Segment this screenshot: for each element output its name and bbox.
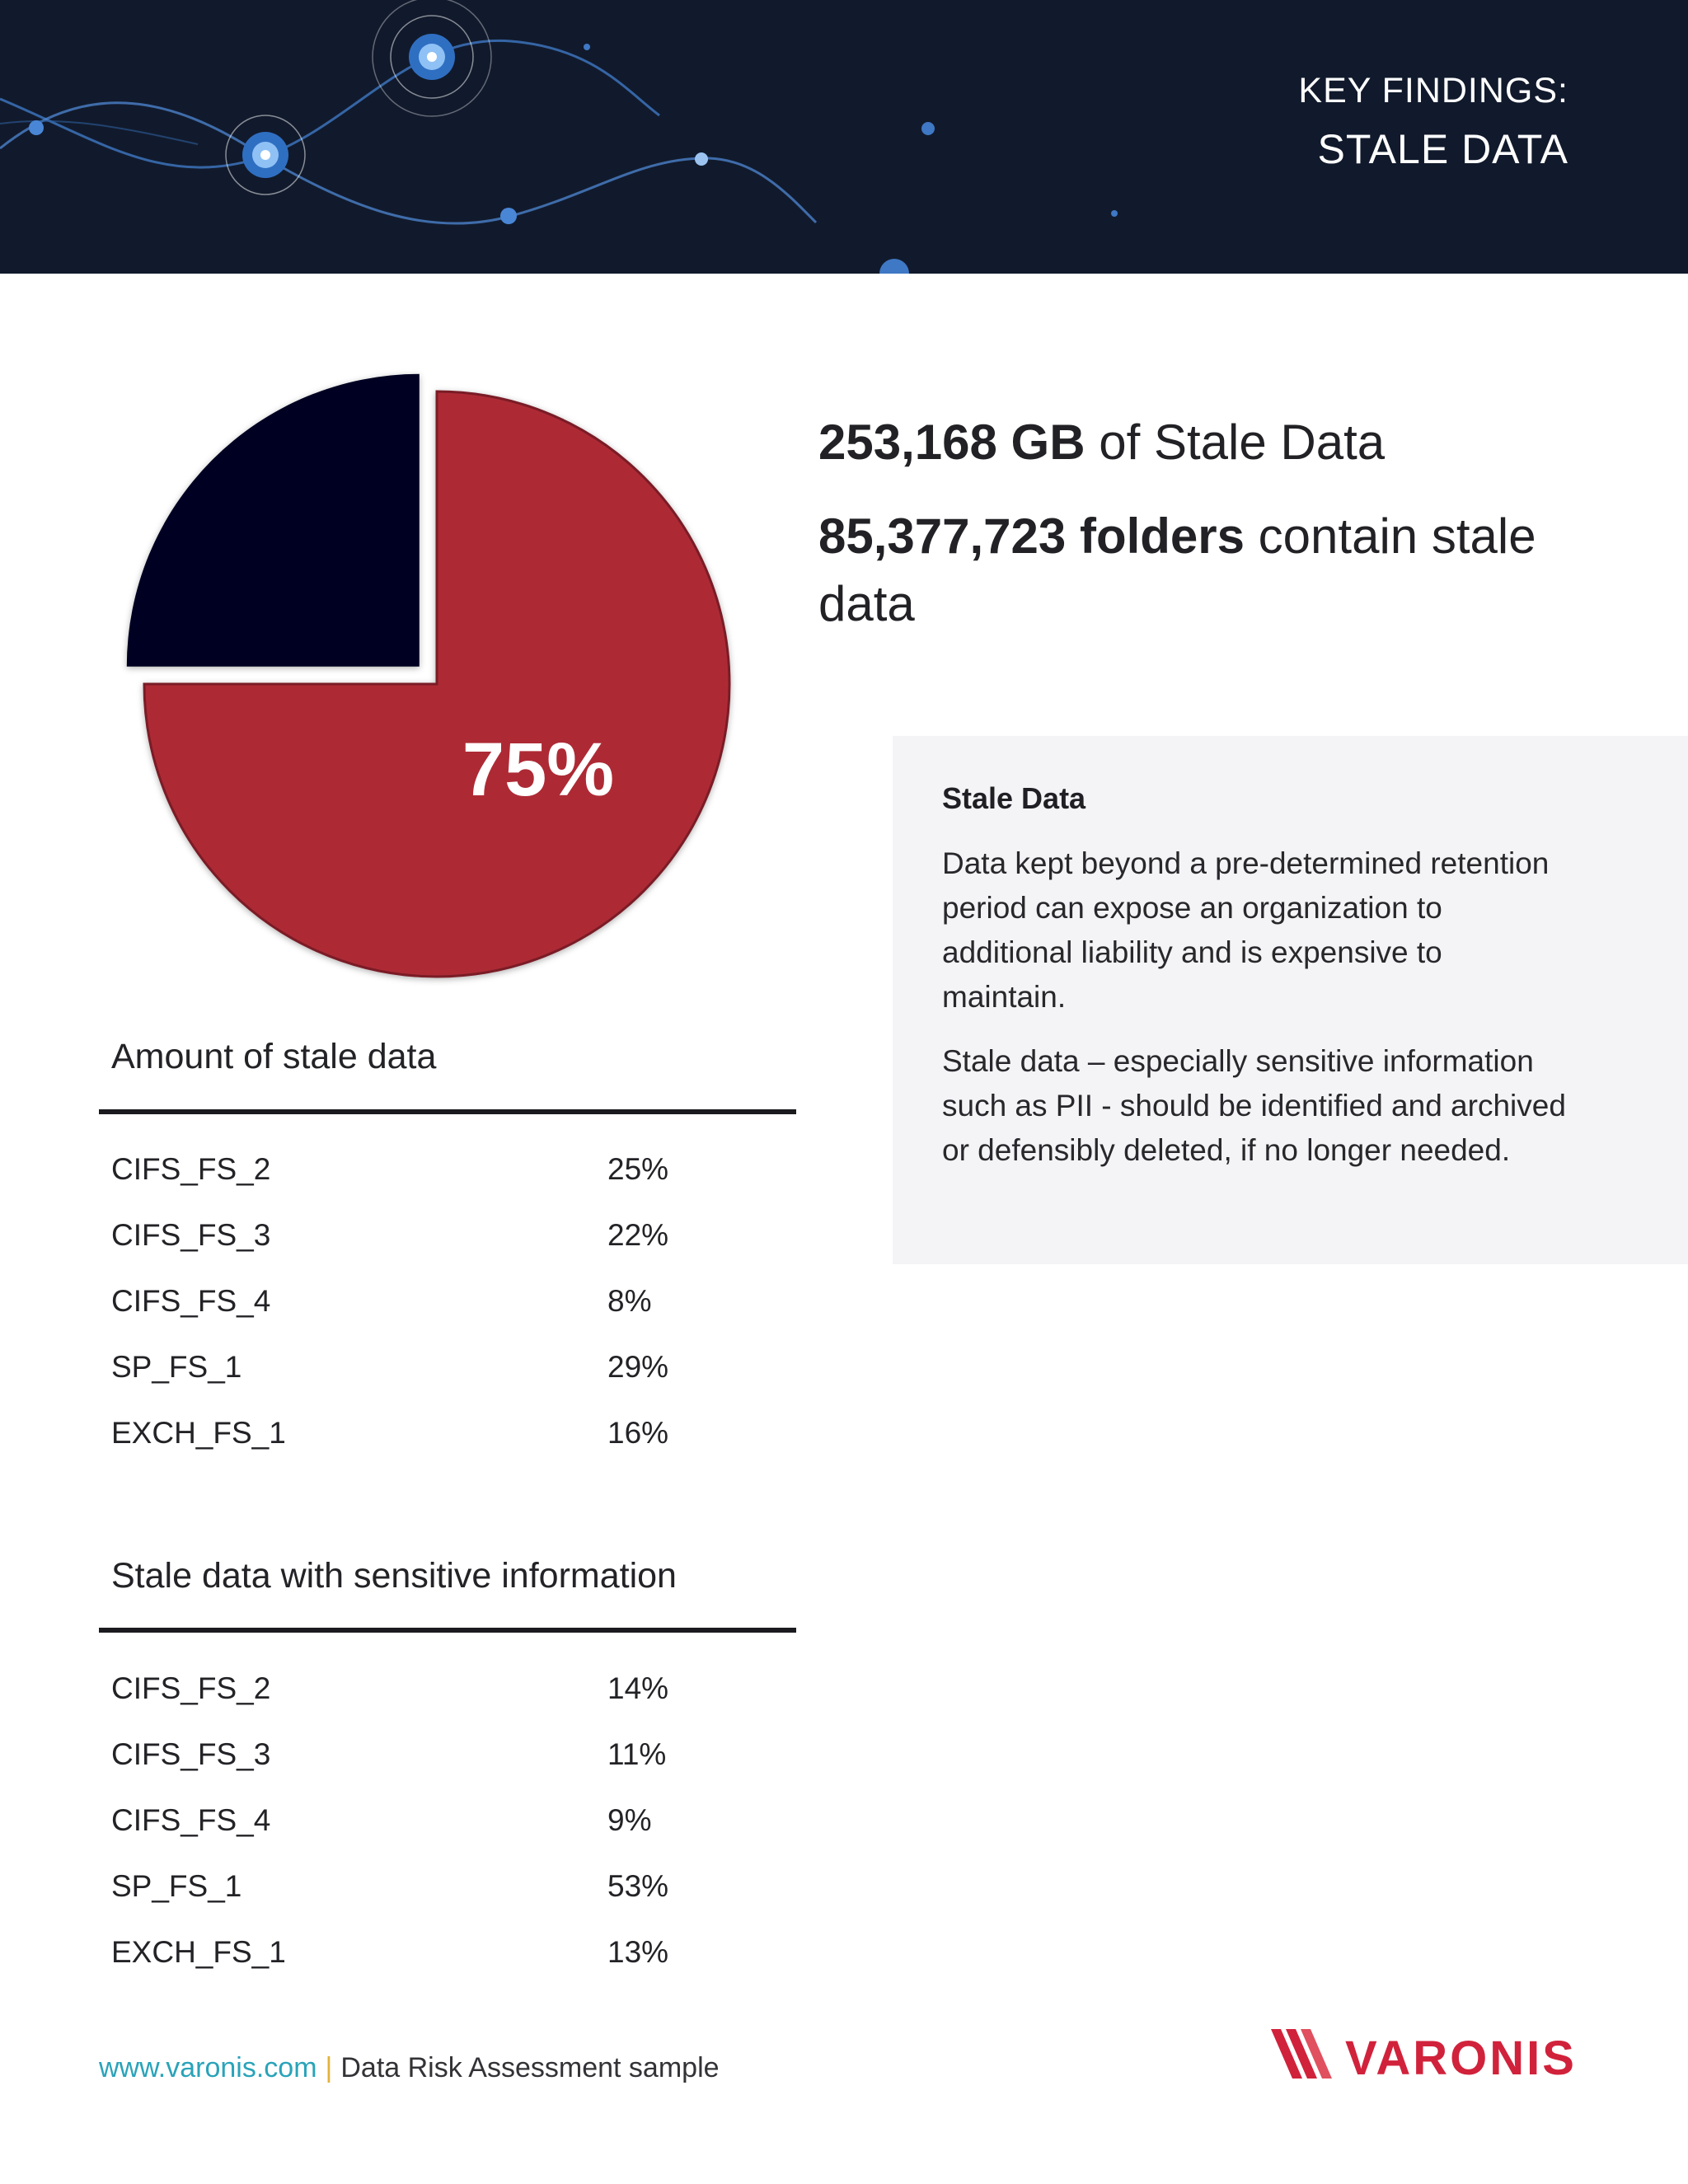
table-row	[111, 1671, 795, 1721]
row-name: EXCH_FS_1	[111, 1935, 286, 1969]
row-name: CIFS_FS_2	[111, 1152, 271, 1186]
header-banner	[0, 0, 1688, 274]
info-paragraph-2: Stale data – especially sensitive information such as PII - should be identified and archived or defensibly deleted, if no longer needed.	[942, 1044, 1566, 1167]
row-value: 53%	[607, 1869, 669, 1903]
table-row	[111, 1935, 795, 1985]
table-row	[111, 1737, 795, 1787]
stat-stale-folders-suffix: contain stale data	[818, 509, 1536, 631]
row-value: 11%	[607, 1737, 667, 1771]
pie-slice-other	[127, 374, 420, 667]
row-value: 9%	[607, 1803, 652, 1837]
row-name: CIFS_FS_4	[111, 1284, 271, 1318]
stat-stale-gb-suffix: of Stale Data	[1085, 415, 1386, 470]
row-value: 8%	[607, 1284, 652, 1318]
table-row	[111, 1218, 795, 1268]
row-value: 29%	[607, 1350, 669, 1384]
row-name: CIFS_FS_3	[111, 1218, 271, 1252]
table-row	[111, 1350, 795, 1399]
stale-table-divider	[99, 1109, 796, 1114]
table-row	[111, 1869, 795, 1919]
sensitive-table-title: Stale data with sensitive information	[111, 1556, 677, 1596]
logo-wordmark: VARONIS	[1345, 2032, 1577, 2085]
header-title: STALE DATA	[1317, 126, 1568, 172]
header-kicker: KEY FINDINGS:	[1298, 71, 1568, 110]
table-row	[111, 1284, 795, 1333]
stat-stale-gb	[818, 409, 1385, 476]
stale-table-title: Amount of stale data	[111, 1037, 437, 1076]
row-value: 25%	[607, 1152, 669, 1186]
row-value: 22%	[607, 1218, 669, 1252]
varonis-logo-icon	[1269, 2024, 1343, 2090]
stale-data-pie-chart	[107, 354, 750, 997]
sensitive-table-divider	[99, 1628, 796, 1633]
table-row	[111, 1416, 795, 1465]
row-name: SP_FS_1	[111, 1350, 242, 1384]
footer-separator: |	[325, 2052, 333, 2083]
info-title: Stale Data	[942, 781, 1086, 815]
row-name: CIFS_FS_3	[111, 1737, 271, 1771]
row-name: EXCH_FS_1	[111, 1416, 286, 1450]
varonis-logo	[1269, 2024, 1577, 2094]
info-paragraph-1: Data kept beyond a pre-determined retention period can expose an organization to additional liability and is expensive to maintain.	[942, 846, 1550, 1014]
row-name: SP_FS_1	[111, 1869, 242, 1903]
row-value: 13%	[607, 1935, 669, 1969]
row-value: 16%	[607, 1416, 669, 1450]
row-name: CIFS_FS_2	[111, 1671, 271, 1705]
footer-caption: Data Risk Assessment sample	[340, 2052, 720, 2083]
stat-stale-folders	[818, 503, 1560, 638]
footer-url-link[interactable]: www.varonis.com	[99, 2052, 317, 2083]
stat-stale-folders-value: 85,377,723 folders	[818, 509, 1245, 564]
stale-data-info-box	[893, 736, 1688, 1264]
table-row	[111, 1152, 795, 1202]
row-value: 14%	[607, 1671, 669, 1705]
stat-stale-gb-value: 253,168 GB	[818, 415, 1085, 470]
row-name: CIFS_FS_4	[111, 1803, 271, 1837]
table-row	[111, 1803, 795, 1853]
footer	[99, 2052, 720, 2084]
pie-data-label: 75%	[462, 728, 615, 812]
